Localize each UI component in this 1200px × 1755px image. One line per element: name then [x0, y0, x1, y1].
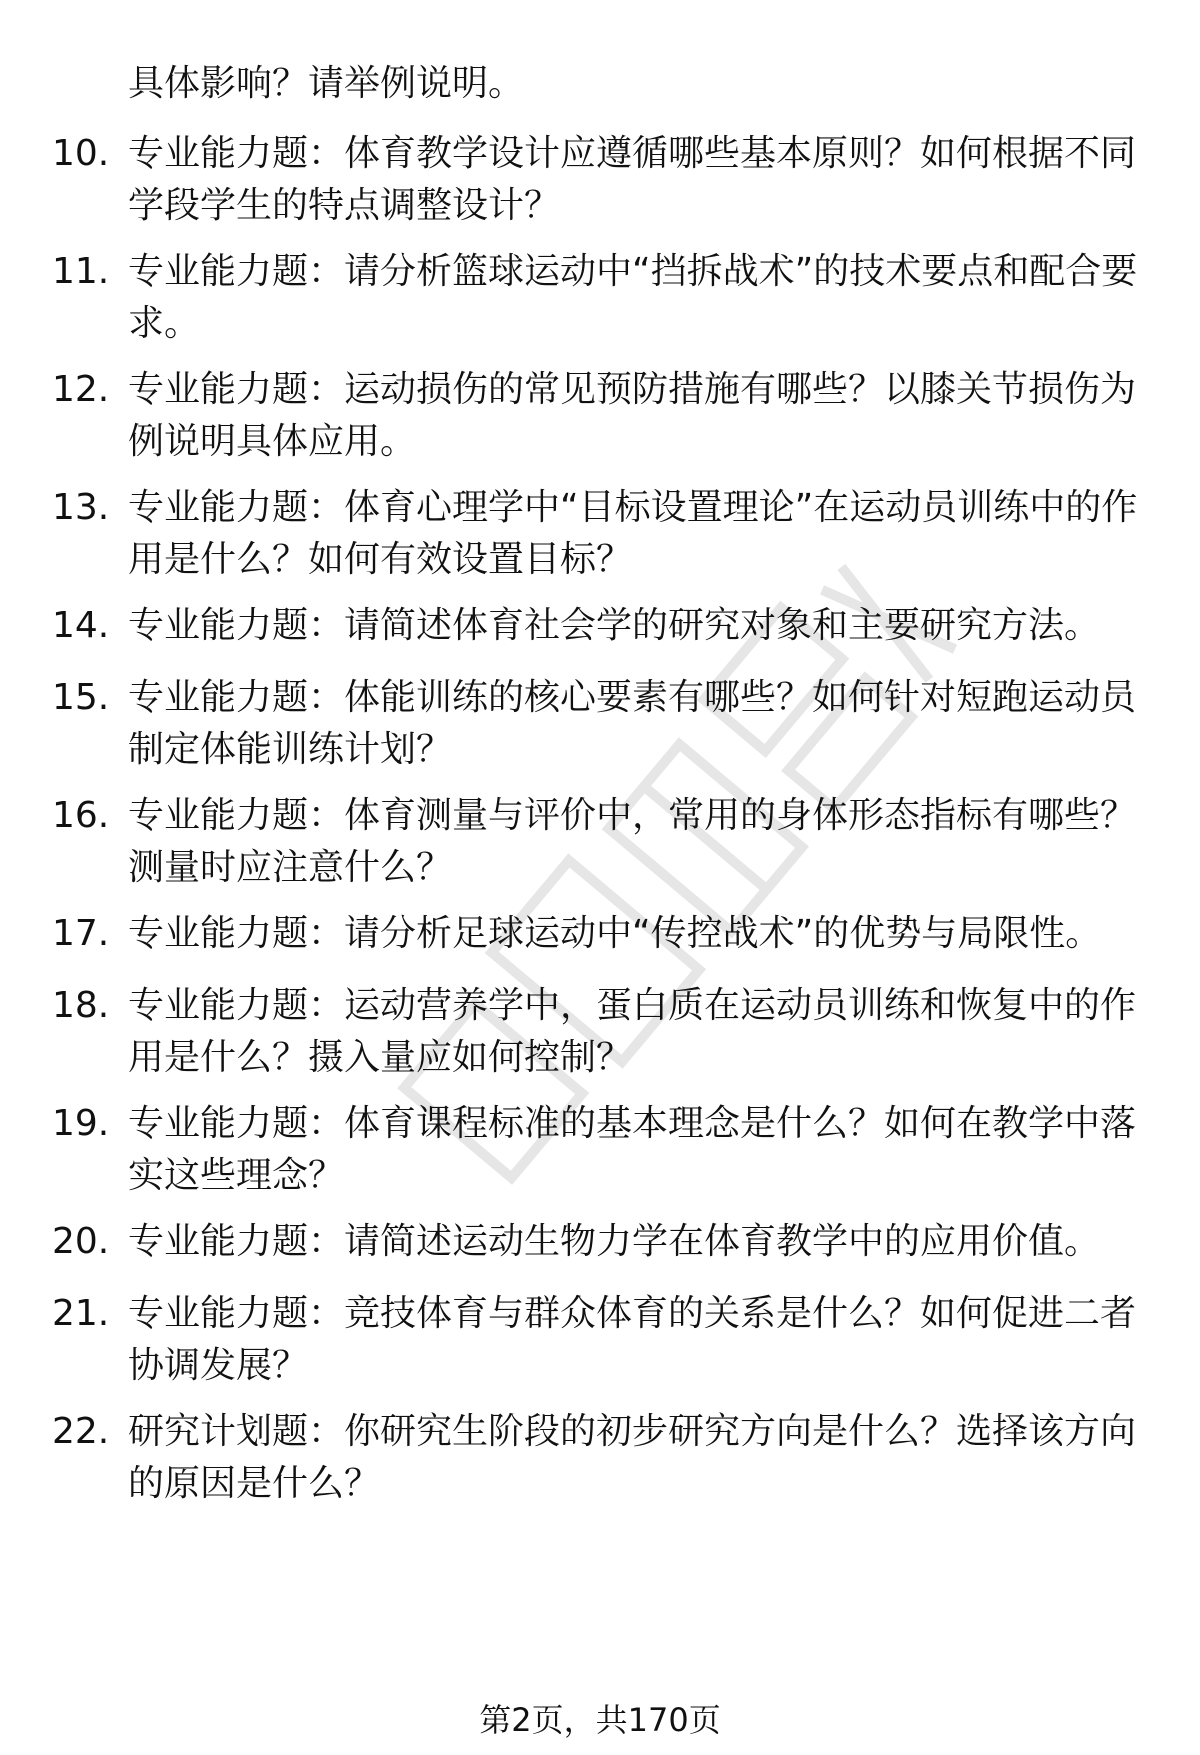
question-text: 专业能力题：请分析篮球运动中“挡拆战术”的技术要点和配合要求。 — [128, 251, 1138, 344]
list-item — [52, 672, 1140, 776]
question-text: 专业能力题：体育测量与评价中，常用的身体形态指标有哪些？测量时应注意什么？ — [128, 795, 1137, 888]
list-item — [52, 980, 1140, 1084]
question-text: 专业能力题：体育心理学中“目标设置理论”在运动员训练中的作用是什么？如何有效设置目标？ — [128, 487, 1138, 580]
question-text: 专业能力题：体能训练的核心要素有哪些？如何针对短跑运动员制定体能训练计划？ — [128, 677, 1137, 770]
question-number: 20. — [52, 1221, 110, 1262]
question-number: 19. — [52, 1103, 110, 1144]
list-item — [52, 128, 1140, 232]
list-item — [52, 246, 1140, 350]
question-number: 12. — [52, 369, 110, 410]
list-item — [52, 790, 1140, 894]
question-text: 专业能力题：体育教学设计应遵循哪些基本原则？如何根据不同学段学生的特点调整设计？ — [128, 133, 1137, 226]
list-item — [52, 908, 1140, 960]
list-item — [52, 600, 1140, 652]
list-item — [52, 1098, 1140, 1202]
question-text: 研究计划题：你研究生阶段的初步研究方向是什么？选择该方向的原因是什么？ — [128, 1411, 1137, 1504]
list-item — [52, 1406, 1140, 1510]
question-text: 专业能力题：竞技体育与群众体育的关系是什么？如何促进二者协调发展？ — [128, 1293, 1137, 1386]
question-number: 13. — [52, 487, 110, 528]
continuation-text: 具体影响？请举例说明。 — [128, 63, 525, 104]
question-number: 17. — [52, 913, 110, 954]
question-text: 专业能力题：请分析足球运动中“传控战术”的优势与局限性。 — [128, 913, 1102, 954]
question-text: 专业能力题：请简述体育社会学的研究对象和主要研究方法。 — [128, 605, 1101, 646]
question-number: 15. — [52, 677, 110, 718]
list-item — [52, 1288, 1140, 1392]
question-number: 11. — [52, 251, 110, 292]
question-text: 专业能力题：运动营养学中，蛋白质在运动员训练和恢复中的作用是什么？摄入量应如何控制？ — [128, 985, 1137, 1078]
question-text: 专业能力题：体育课程标准的基本理念是什么？如何在教学中落实这些理念？ — [128, 1103, 1137, 1196]
list-item — [52, 364, 1140, 468]
question-number: 22. — [52, 1411, 110, 1452]
list-item — [52, 1216, 1140, 1268]
list-item — [52, 482, 1140, 586]
question-number: 16. — [52, 795, 110, 836]
page-footer: 第2页，共170页 — [479, 1701, 721, 1739]
question-number: 18. — [52, 985, 110, 1026]
question-number: 21. — [52, 1293, 110, 1334]
question-number: 14. — [52, 605, 110, 646]
question-number: 10. — [52, 133, 110, 174]
question-text: 专业能力题：运动损伤的常见预防措施有哪些？以膝关节损伤为例说明具体应用。 — [128, 369, 1137, 462]
question-text: 专业能力题：请简述运动生物力学在体育教学中的应用价值。 — [128, 1221, 1101, 1262]
